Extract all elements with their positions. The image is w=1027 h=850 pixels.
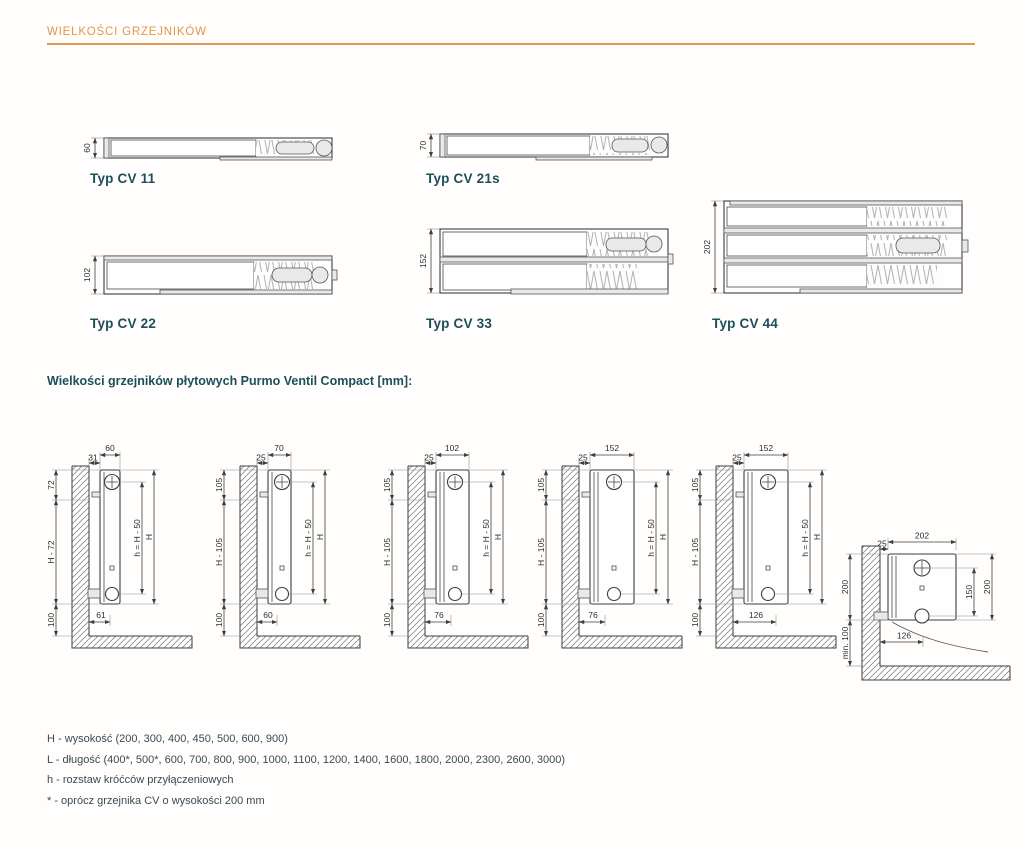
cv21s-label: Typ CV 21s <box>426 171 500 186</box>
dim-wall-offset: 25 <box>877 538 887 549</box>
dim-total-height: H <box>315 533 325 541</box>
cv21s-top-view <box>416 130 686 164</box>
cv22-label: Typ CV 22 <box>90 316 157 331</box>
dim-panel-height: 102 <box>82 267 92 283</box>
radiator-body <box>440 229 673 294</box>
cv22-side-view <box>376 424 526 656</box>
dimensions <box>82 256 104 294</box>
dimensions <box>82 138 104 158</box>
dim-total-height: H <box>493 533 503 541</box>
dim-wall-offset: 25 <box>424 452 434 463</box>
radiator-body <box>424 470 469 604</box>
dim-total-height: H <box>812 533 822 541</box>
bracket <box>260 492 268 497</box>
cv11-label: Typ CV 11 <box>90 171 156 186</box>
dim-floor-gap: min. 100 <box>840 626 850 660</box>
dim-total-height: H <box>658 533 668 541</box>
radiator-body <box>578 470 634 604</box>
dim-port-spacing: h = H - 50 <box>481 519 491 557</box>
dim-floor-gap: 100 <box>46 612 56 628</box>
bracket <box>428 492 436 497</box>
dim-floor-gap: 100 <box>382 612 392 628</box>
page-title: WIELKOŚCI GRZEJNIKÓW <box>47 26 207 38</box>
radiator-body <box>104 256 337 294</box>
dim-panel-depth: 202 <box>914 530 930 541</box>
cv44-compact-side-view-drawing <box>840 516 1024 686</box>
section-heading: Wielkości grzejników płytowych Purmo Ventil Compact [mm]: <box>47 374 413 388</box>
cv21s-side-view-drawing <box>208 424 358 656</box>
dim-floor-gap: 100 <box>536 612 546 628</box>
valve <box>732 589 744 598</box>
valve <box>88 589 100 598</box>
cv44-label: Typ CV 44 <box>712 316 779 331</box>
dim-floor-gap: 100 <box>690 612 700 628</box>
cv11-top-view <box>80 134 350 164</box>
valve <box>256 589 268 598</box>
dim-panel-depth: 152 <box>758 443 774 453</box>
cv44-top-view <box>700 198 985 298</box>
radiator-body <box>732 470 788 604</box>
dim-mid-span: H - 72 <box>46 540 56 564</box>
radiator-body <box>256 470 291 604</box>
dim-bottom-depth: 60 <box>263 610 273 620</box>
dim-top-offset: 105 <box>690 477 700 493</box>
cv33-label: Typ CV 33 <box>426 316 493 331</box>
cv22-top-view <box>80 252 350 300</box>
cv22-side-view-drawing <box>376 424 526 656</box>
dim-wall-offset: 31 <box>88 452 98 463</box>
dim-panel-height: 70 <box>418 140 428 151</box>
bracket <box>92 492 100 497</box>
valve <box>424 589 436 598</box>
dim-bottom-depth: 61 <box>96 610 106 620</box>
bracket <box>582 492 590 497</box>
dim-mid-span: H - 105 <box>536 538 546 566</box>
legend <box>47 729 565 811</box>
dim-mid-span: H - 105 <box>214 538 224 566</box>
dim-mid-span: H - 105 <box>382 538 392 566</box>
dim-wall-offset: 25 <box>256 452 266 463</box>
dim-port-spacing: h = H - 50 <box>132 519 142 557</box>
dimensions <box>418 134 440 157</box>
legend-line-ports: h - rozstaw króćców przyłączeniowych <box>47 774 234 786</box>
legend-line-note: * - oprócz grzejnika CV o wysokości 200 mm <box>47 794 265 807</box>
cv11-side-view-drawing <box>40 424 190 656</box>
dim-bottom-depth: 126 <box>896 630 912 641</box>
radiator-body <box>440 134 668 160</box>
dim-panel-height: 60 <box>82 143 92 153</box>
dim-bottom-depth: 126 <box>748 610 764 620</box>
dim-port-spacing: h = H - 50 <box>646 519 656 557</box>
dim-panel-height: 152 <box>418 253 428 269</box>
dim-total-height: 200 <box>982 579 992 595</box>
dim-bottom-depth: 76 <box>434 610 444 620</box>
header-rule <box>47 43 975 45</box>
cv33-side-view <box>530 424 680 656</box>
dim-wall-offset: 25 <box>732 452 742 463</box>
dim-total-height: H <box>144 533 154 541</box>
cv44-front-side-view <box>684 424 834 656</box>
dim-floor-gap: 100 <box>214 612 224 628</box>
cv33-top-view <box>416 226 686 298</box>
radiator-body <box>724 201 968 293</box>
dim-panel-depth: 70 <box>274 443 284 453</box>
dim-bottom-depth: 76 <box>588 610 598 620</box>
bracket <box>736 492 744 497</box>
cv33-side-view-drawing <box>530 424 680 656</box>
dim-panel-height: 202 <box>702 239 712 255</box>
legend-line-height: H - wysokość (200, 300, 400, 450, 500, 600, 900) <box>47 733 288 745</box>
cv21s-side-view <box>208 424 358 656</box>
valve <box>578 589 590 598</box>
dim-port-spacing: h = H - 50 <box>800 519 810 557</box>
dim-top-offset: 105 <box>214 477 224 493</box>
dim-panel-depth: 60 <box>105 443 115 453</box>
cv44-top-view-drawing <box>700 198 985 298</box>
dim-port-spacing: 150 <box>964 584 974 600</box>
radiator-body <box>874 554 988 652</box>
dimensions <box>702 201 724 293</box>
dim-top-offset: 105 <box>382 477 392 493</box>
dim-height: 200 <box>840 579 850 595</box>
cv21s-top-view-drawing <box>416 130 686 164</box>
wall-section <box>240 466 360 648</box>
cv44-compact-side-view <box>840 516 1024 686</box>
radiator-body <box>104 138 332 160</box>
dimensions <box>418 229 440 293</box>
dim-top-offset: 72 <box>46 480 56 490</box>
legend-line-length: L - długość (400*, 500*, 600, 700, 800, 900, 1000, 1100, 1200, 1400, 1600, 1800, 2000, 2300, 2600, 3000) <box>47 753 566 766</box>
cv22-top-view-drawing <box>80 252 350 300</box>
cv11-side-view <box>40 424 190 656</box>
dim-mid-span: H - 105 <box>690 538 700 566</box>
dim-port-spacing: h = H - 50 <box>303 519 313 557</box>
cv44-front-side-view-drawing <box>684 424 834 656</box>
dim-wall-offset: 25 <box>578 452 588 463</box>
cv11-top-view-drawing <box>80 134 350 164</box>
dim-top-offset: 105 <box>536 477 546 493</box>
cv33-top-view-drawing <box>416 226 686 298</box>
valve <box>874 612 888 620</box>
dim-panel-depth: 102 <box>444 443 460 453</box>
radiator-body <box>88 470 120 604</box>
dim-panel-depth: 152 <box>604 443 620 453</box>
